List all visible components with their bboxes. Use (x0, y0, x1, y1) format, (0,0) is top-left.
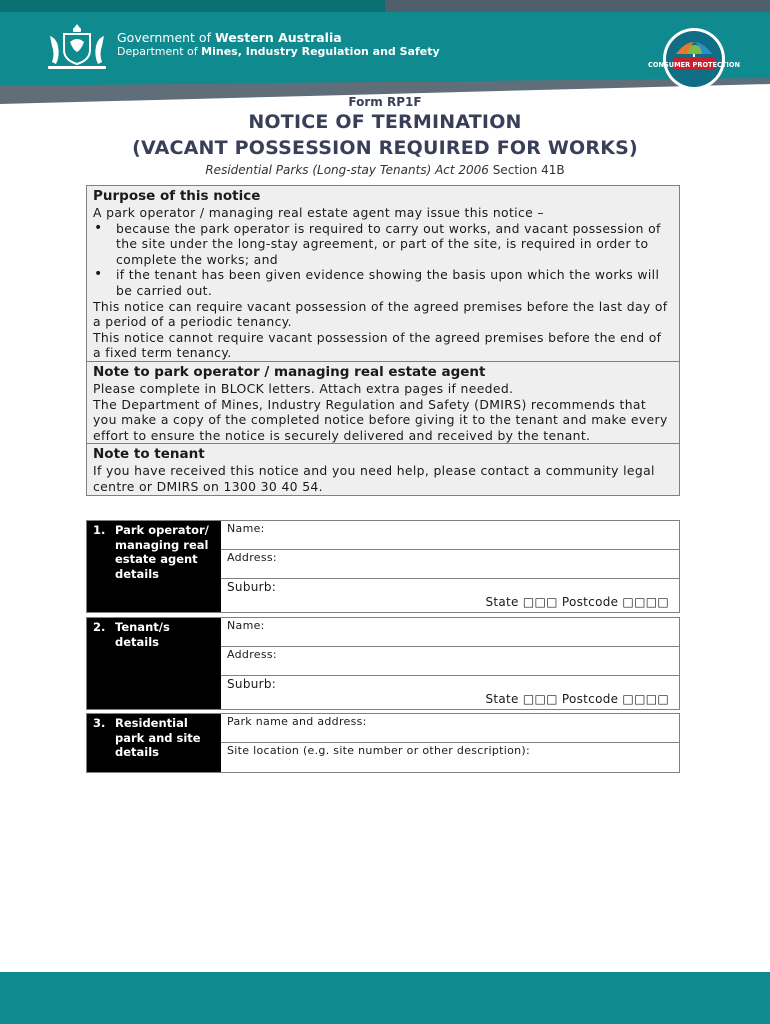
purpose-paragraph: This notice cannot require vacant possession of the agreed premises before the end of a fixed term tenancy. (93, 329, 662, 361)
consumer-protection-logo-text: CONSUMER PROTECTION (648, 61, 740, 69)
operator-suburb-field[interactable]: Suburb: State □□□ Postcode □□□□ (227, 580, 669, 609)
operator-state-postcode-field[interactable]: State □□□ Postcode □□□□ (485, 595, 669, 609)
wa-government-crest-icon (44, 22, 110, 72)
section-label: 1. Park operator/ managing real estate agent details (87, 521, 221, 612)
tenant-state-postcode-field[interactable]: State □□□ Postcode □□□□ (485, 692, 669, 706)
tenant-address-field[interactable]: Address: (221, 647, 679, 676)
section-label: 2. Tenant/s details (87, 618, 221, 709)
note-tenant-paragraph: If you have received this notice and you need help, please contact a community legal centre or DMIRS on 1300 30 40 54. (93, 463, 655, 494)
purpose-bullet: • if the tenant has been given evidence showing the basis upon which the works will be carried out. (116, 267, 673, 298)
header-color-strip (0, 0, 770, 12)
form-number: Form RP1F (348, 95, 422, 109)
section-label: 3. Residential park and site details (87, 714, 221, 772)
header-banner (0, 0, 770, 104)
site-location-field[interactable]: Site location (e.g. site number or other description): (227, 744, 530, 757)
park-name-address-field[interactable]: Park name and address: (221, 714, 679, 743)
tenant-suburb-field[interactable]: Suburb: State □□□ Postcode □□□□ (227, 677, 669, 706)
operator-name-field[interactable]: Name: (221, 521, 679, 550)
note-operator-heading: Note to park operator / managing real estate agent (93, 363, 486, 380)
form-title-line2: (VACANT POSSESSION REQUIRED FOR WORKS) (132, 137, 638, 159)
government-name: Government of Western Australia (117, 30, 342, 45)
consumer-protection-logo-icon (648, 27, 740, 91)
note-operator-section (87, 362, 679, 444)
note-tenant-heading: Note to tenant (93, 446, 205, 463)
purpose-intro: A park operator / managing real estate agent may issue this notice – (93, 205, 544, 220)
information-box (86, 185, 680, 496)
purpose-bullets (93, 221, 673, 299)
act-reference: Residential Parks (Long-stay Tenants) Act 2006 Section 41B (205, 163, 565, 177)
form-title-line1: NOTICE OF TERMINATION (248, 111, 522, 133)
purpose-heading: Purpose of this notice (93, 188, 261, 204)
note-tenant-section (87, 444, 679, 494)
operator-details-table (86, 520, 680, 613)
purpose-bullet: • because the park operator is required to carry out works, and vacant possession of the site under the long-stay agreement, or part of the site, is required in order to complete the works; and (116, 221, 673, 268)
note-operator-paragraph: Please complete in BLOCK letters. Attach extra pages if needed. (93, 380, 514, 396)
purpose-paragraph: This notice can require vacant possession of the agreed premises before the last day of a period of a periodic tenancy. (93, 298, 668, 330)
tenant-details-table (86, 617, 680, 710)
operator-address-field[interactable]: Address: (221, 550, 679, 579)
department-name: Department of Mines, Industry Regulation and Safety (117, 45, 440, 58)
footer-band (0, 972, 770, 1024)
note-operator-paragraph: The Department of Mines, Industry Regulation and Safety (DMIRS) recommends that you make a copy of the completed notice before giving it to the tenant and make every effort to ensure the notice is securely delivered and received by the tenant. (93, 396, 668, 443)
purpose-section (87, 186, 679, 362)
tenant-name-field[interactable]: Name: (221, 618, 679, 647)
park-site-details-table (86, 713, 680, 773)
